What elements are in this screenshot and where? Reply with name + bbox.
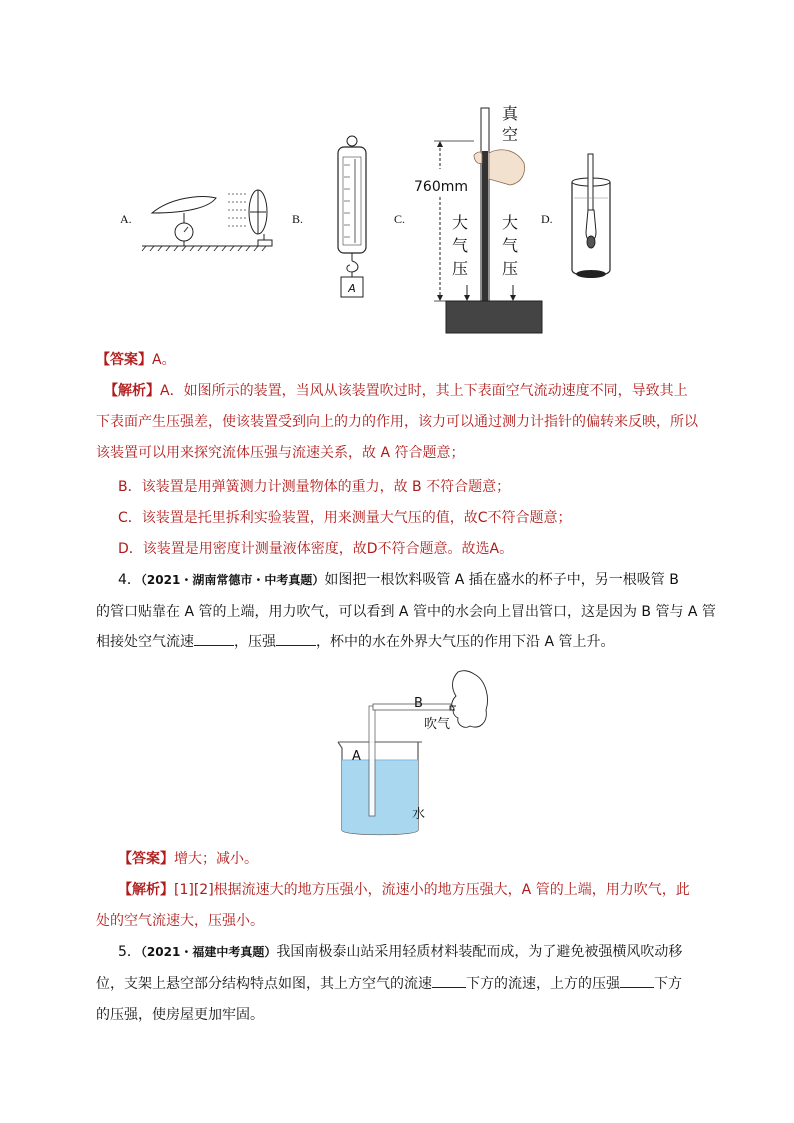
analysis-3-option-b: B．该装置是用弹簧测力计测量物体的重力，故 B 不符合题意； [118,479,511,495]
vacuum-label-2: 空 [502,125,519,144]
weight-a-label: A [348,282,356,295]
answer-tag: 【答案】 [96,352,152,368]
question-text-part: 位，支架上悬空部分结构特点如图，其上方空气的流速 [96,976,432,992]
question-text: 我国南极泰山站采用轻质材料装配而成，为了避免被强横风吹动移 [276,944,683,960]
right-pressure-label-1: 大 [502,213,519,232]
answer-blank-2[interactable] [276,633,316,646]
blow-label: 吹气 [424,717,451,732]
spring-scale-figure [330,135,376,301]
question-4-line-2: 的管口贴靠在 A 管的上端，用力吹气，可以看到 A 管中的水会向上冒出管口，这是因为 B 管与 A 管 [96,604,716,620]
analysis-text: A．如图所示的装置，当风从该装置吹过时，其上下表面空气流动速度不同，导致其上 [160,383,688,399]
analysis-4-line-2: 处的空气流速大，压强小。 [96,913,264,929]
analysis-3-option-c: C．该装置是托里拆利实验装置，用来测量大气压的值，故C不符合题意； [118,510,572,526]
option-b-label: B. [292,212,304,226]
torricelli-barometer-figure [412,103,544,338]
analysis-text: [1][2]根据流速大的地方压强小，流速小的地方压强大，A 管的上端，用力吹气，此 [174,882,690,898]
wing-wind-apparatus-figure [140,180,292,260]
question-4-line-1 [118,570,738,590]
left-pressure-label-2: 气 [452,236,469,255]
analysis-3-option-d: D．该装置是用密度计测量液体密度，故D不符合题意。故选A。 [118,541,514,557]
question-text: 如图把一根饮料吸管 A 插在盛水的杯子中，另一根吸管 B [324,572,679,588]
option-d-label: D. [541,212,553,226]
right-pressure-label-3: 压 [502,259,519,278]
analysis-tag: 【解析】 [118,882,174,898]
answer-4-line [118,849,738,869]
question-5-line-2 [96,974,716,994]
answer-3-line [96,350,716,370]
question-source: （2021・福建中考真题） [140,945,277,959]
vacuum-label-1: 真 [502,104,519,123]
question-source: （2021・湖南常德市・中考真题） [140,573,325,587]
analysis-3-line-1 [104,381,724,401]
question-text-part: ，压强 [234,634,276,650]
answer-blank-2[interactable] [620,975,654,988]
option-c-label: C. [394,212,406,226]
question-5-line-1 [118,942,738,962]
question-text-part: 下方的流速，上方的压强 [466,976,620,992]
height-760mm-label: 760mm [414,179,468,195]
water-label: 水 [412,807,426,822]
left-pressure-label-1: 大 [452,213,469,232]
question-number: 5． [118,944,141,960]
straw-beaker-figure [330,660,500,840]
analysis-3-line-3: 该装置可以用来探究流体压强与流速关系，故 A 符合题意； [96,445,465,461]
left-pressure-label-3: 压 [452,259,469,278]
straw-a-label: A [352,749,361,764]
answer-value: 增大；减小。 [174,851,258,867]
question-text-part: 相接处空气流速 [96,634,194,650]
answer-value: A。 [152,352,176,368]
hydrometer-cylinder-figure [566,152,616,284]
right-pressure-label-2: 气 [502,236,519,255]
option-a-label: A. [120,212,132,226]
question-5-line-3: 的压强，使房屋更加牢固。 [96,1007,264,1023]
straw-b-label: B [414,696,423,711]
question-number: 4． [118,572,141,588]
question-text-part: 下方 [654,976,682,992]
answer-blank-1[interactable] [194,633,234,646]
analysis-4-line-1 [118,880,738,900]
question-4-line-3 [96,632,716,652]
question-text-part: ，杯中的水在外界大气压的作用下沿 A 管上升。 [316,634,615,650]
answer-blank-1[interactable] [432,975,466,988]
analysis-tag: 【解析】 [104,383,160,399]
answer-tag: 【答案】 [118,851,174,867]
analysis-3-line-2: 下表面产生压强差，使该装置受到向上的力的作用，该力可以通过测力计指针的偏转来反映，所以 [96,414,698,430]
